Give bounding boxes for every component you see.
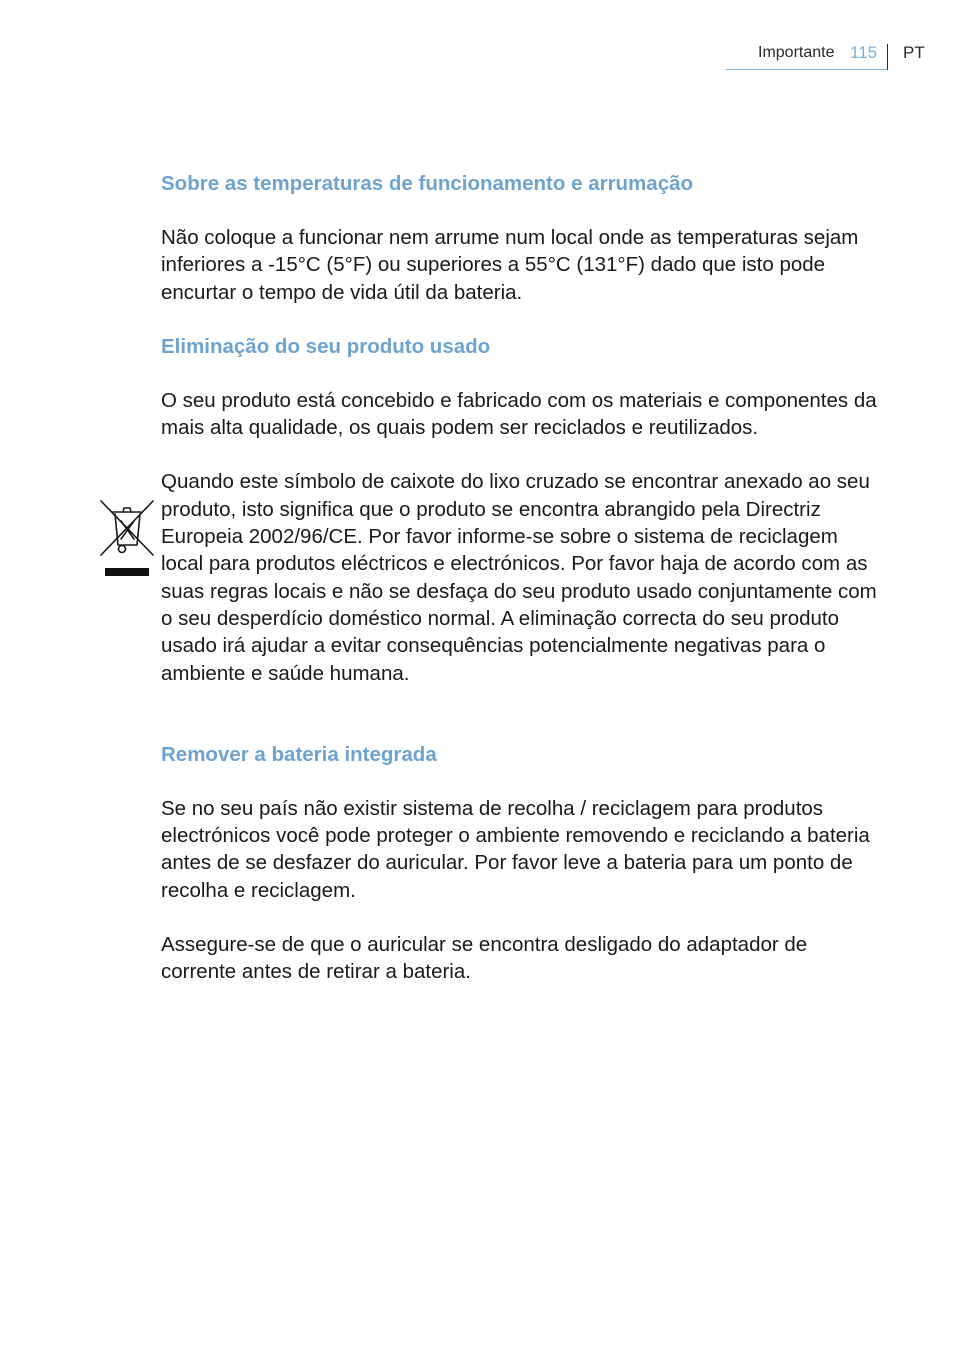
paragraph-disposal-materials: O seu produto está concebido e fabricado com os materiais e componentes da mais alta qualidade, os quais podem ser reciclados e reutilizados. <box>161 388 877 440</box>
heading-disposal: Eliminação do seu produto usado <box>161 334 491 358</box>
page-number: 115 <box>850 43 878 62</box>
header-divider <box>887 44 888 70</box>
page-content <box>161 170 883 986</box>
paragraph-remove-battery-disconnect: Assegure-se de que o auricular se encontra desligado do adaptador de corrente antes de retirar a bateria. <box>161 933 808 984</box>
paragraph-temperatures: Não coloque a funcionar nem arrume num local onde as temperaturas sejam inferiores a -15°C (5°F) ou superiores a 55°C (131°F) dado que isto pode encurtar o tempo de vida útil da bateria. <box>161 226 859 304</box>
language-label: PT <box>903 43 925 62</box>
header-section-title: Importante <box>758 44 835 61</box>
paragraph-disposal-symbol: Quando este símbolo de caixote do lixo cruzado se encontrar anexado ao seu produto, isto significa que o produto se encontra abrangido pela Directriz Europeia 2002/96/CE. Por favor informe-se sobre o sistema de reciclagem local para produtos eléctricos e electrónicos. Por favor haja de acordo com as suas regras locais e não se desfaça do seu produto usado conjuntamente com o seu desperdício doméstico normal. A eliminação correcta do seu produto usado irá ajudar a evitar consequências potencialmente negativas para o ambiente e saúde humana. <box>161 470 877 685</box>
header-rule <box>726 69 888 70</box>
crossed-out-wheelie-bin-icon <box>99 499 155 579</box>
paragraph-remove-battery-recycling: Se no seu país não existir sistema de recolha / reciclagem para produtos electrónicos você pode proteger o ambiente removendo e reciclando a bateria antes de se desfazer do auricular. Por favor leve a bateria para um ponto de recolha e reciclagem. <box>161 796 870 902</box>
heading-remove-battery: Remover a bateria integrada <box>161 742 437 766</box>
heading-temperatures: Sobre as temperaturas de funcionamento e arrumação <box>161 172 694 195</box>
page-header <box>726 42 946 72</box>
